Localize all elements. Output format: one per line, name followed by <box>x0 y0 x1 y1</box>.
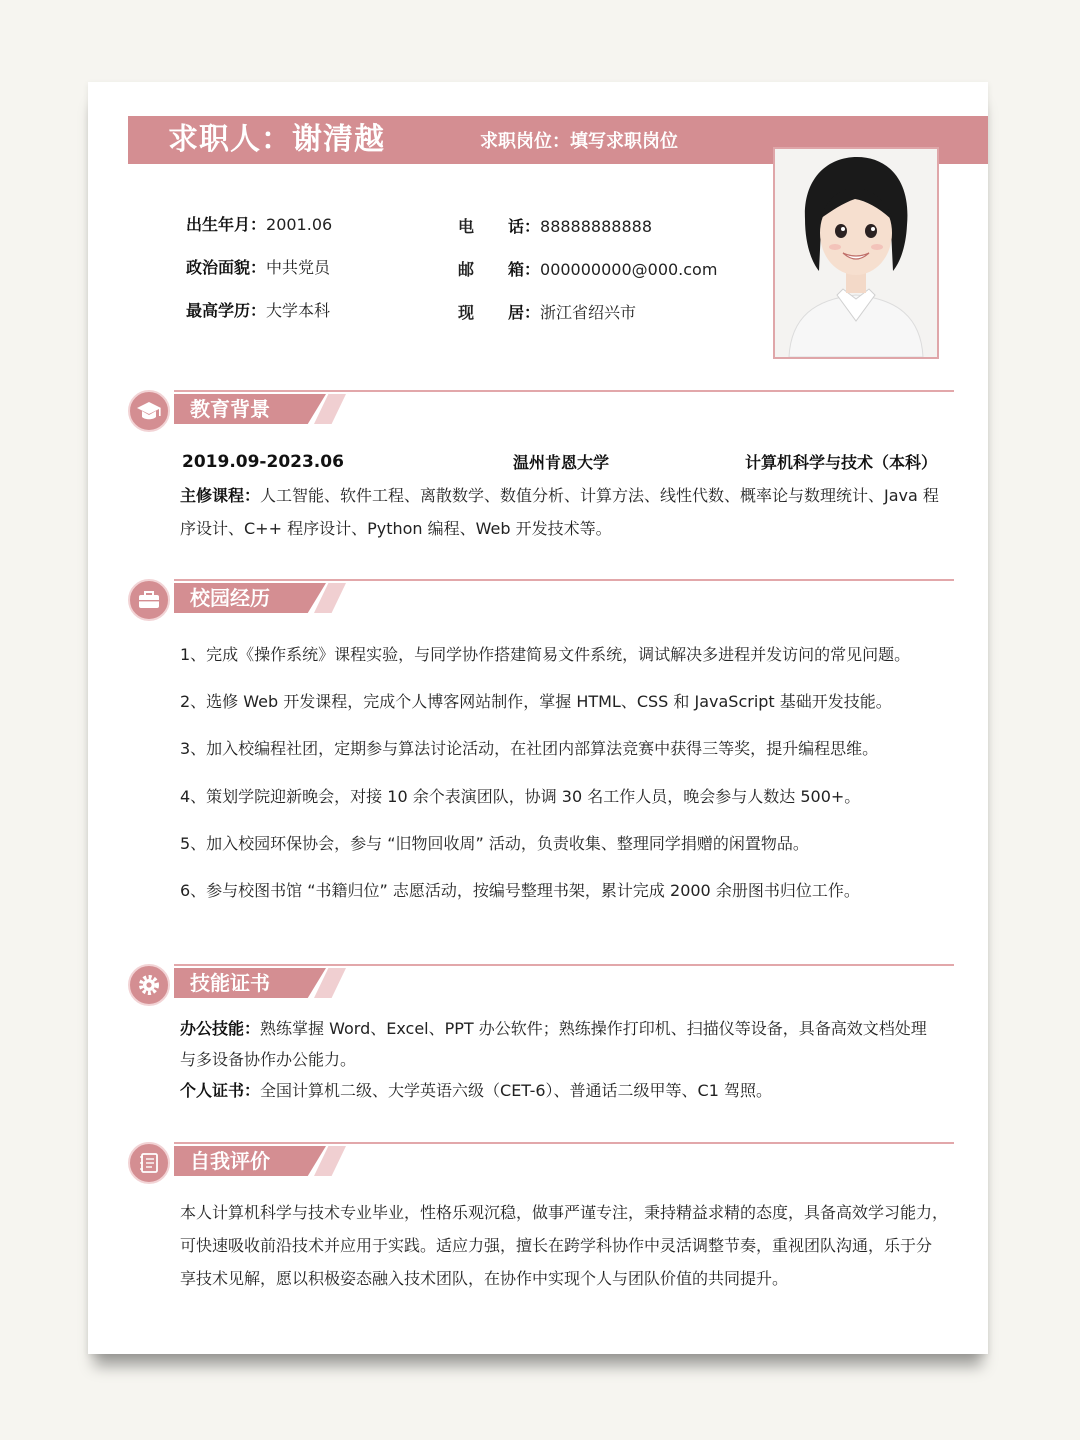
profile-photo <box>773 147 939 359</box>
address-label-2: 居： <box>508 303 541 322</box>
self-eval-section-header <box>128 1142 958 1182</box>
campus-item: 4、策划学院迎新晚会，对接 10 余个表演团队，协调 30 名工作人员，晚会参与人数达 500+。 <box>180 787 861 806</box>
education-period: 2019.09-2023.06 <box>182 452 344 472</box>
birth-value: 2001.06 <box>266 215 333 234</box>
campus-item: 1、完成《操作系统》课程实验，与同学协作搭建简易文件系统，调试解决多进程并发访问的常见问题。 <box>180 645 911 664</box>
major-name: 计算机科学与技术（本科） <box>745 453 938 472</box>
birth-label: 出生年月： <box>186 215 267 234</box>
politics-value: 中共党员 <box>266 258 331 277</box>
address-row <box>458 300 636 326</box>
politics-label: 政治面貌： <box>186 258 267 277</box>
notebook-icon <box>128 1142 170 1184</box>
email-label-1: 邮 <box>458 260 475 279</box>
courses-line-1 <box>180 479 970 512</box>
education-level-value: 大学本科 <box>266 301 331 320</box>
education-section-header <box>128 390 958 430</box>
email-label-2: 箱： <box>508 260 541 279</box>
email-row <box>458 257 717 283</box>
section-title: 校园经历 <box>190 586 270 610</box>
certificates-row <box>180 1074 772 1107</box>
campus-item: 5、加入校园环保协会，参与 “旧物回收周” 活动，负责收集、整理同学捐赠的闲置物品。 <box>180 834 809 853</box>
certificates-label: 个人证书： <box>180 1081 261 1100</box>
campus-item: 6、参与校图书馆 “书籍归位” 志愿活动，按编号整理书架，累计完成 2000 余册图书归位工作。 <box>180 881 860 900</box>
graduation-cap-icon <box>128 390 170 432</box>
courses-text-1: 人工智能、软件工程、离散数学、数值分析、计算方法、线性代数、概率论与数理统计、Java 程 <box>260 486 939 505</box>
self-eval-line: 可快速吸收前沿技术并应用于实践。适应力强，擅长在跨学科协作中灵活调整节奏，重视团队沟通，乐于分 <box>180 1236 933 1255</box>
phone-label-2: 话： <box>508 217 541 236</box>
gear-icon <box>128 964 170 1006</box>
education-level-label: 最高学历： <box>186 301 267 320</box>
section-divider <box>174 1142 954 1144</box>
office-skills-text-1: 熟练掌握 Word、Excel、PPT 办公软件；熟练操作打印机、扫描仪等设备，具备高效文档处理 <box>260 1019 927 1038</box>
address-label-1: 现 <box>458 303 475 322</box>
briefcase-icon <box>128 579 170 621</box>
certificates-value: 全国计算机二级、大学英语六级（CET-6）、普通话二级甲等、C1 驾照。 <box>260 1081 772 1100</box>
self-eval-line: 本人计算机科学与技术专业毕业，性格乐观沉稳，做事严谨专注，秉持精益求精的态度，具备高效学习能力， <box>180 1203 949 1222</box>
campus-section-header <box>128 579 958 619</box>
address-value: 浙江省绍兴市 <box>540 303 637 322</box>
job-target: 求职岗位：填写求职岗位 <box>480 131 678 152</box>
phone-value: 88888888888 <box>540 217 652 236</box>
section-divider <box>174 964 954 966</box>
campus-item: 2、选修 Web 开发课程，完成个人博客网站制作，掌握 HTML、CSS 和 JavaScript 基础开发技能。 <box>180 692 892 711</box>
email-value: 000000000@000.com <box>540 260 718 279</box>
office-skills-line-1 <box>180 1012 980 1045</box>
school-name: 温州肯恩大学 <box>513 453 610 472</box>
section-title: 技能证书 <box>190 971 270 995</box>
office-skills-line-2: 与多设备协作办公能力。 <box>180 1050 357 1069</box>
campus-item: 3、加入校编程社团，定期参与算法讨论活动，在社团内部算法竞赛中获得三等奖，提升编程思维。 <box>180 739 879 758</box>
section-title: 自我评价 <box>190 1149 270 1173</box>
birth-row <box>186 212 332 238</box>
office-skills-label: 办公技能： <box>180 1019 261 1038</box>
politics-row <box>186 255 330 281</box>
section-title: 教育背景 <box>190 397 270 421</box>
section-divider <box>174 579 954 581</box>
phone-row <box>458 214 652 240</box>
phone-label-1: 电 <box>458 217 475 236</box>
courses-line-2: 序设计、C++ 程序设计、Python 编程、Web 开发技术等。 <box>180 519 612 538</box>
resume-page <box>88 82 988 1354</box>
education-level-row <box>186 298 330 324</box>
courses-label: 主修课程： <box>180 486 261 505</box>
avatar-illustration <box>775 149 937 357</box>
self-eval-line: 享技术见解，愿以积极姿态融入技术团队，在协作中实现个人与团队价值的共同提升。 <box>180 1269 789 1288</box>
section-divider <box>174 390 954 392</box>
skills-section-header <box>128 964 958 1004</box>
applicant-name: 求职人：谢清越 <box>168 122 385 157</box>
